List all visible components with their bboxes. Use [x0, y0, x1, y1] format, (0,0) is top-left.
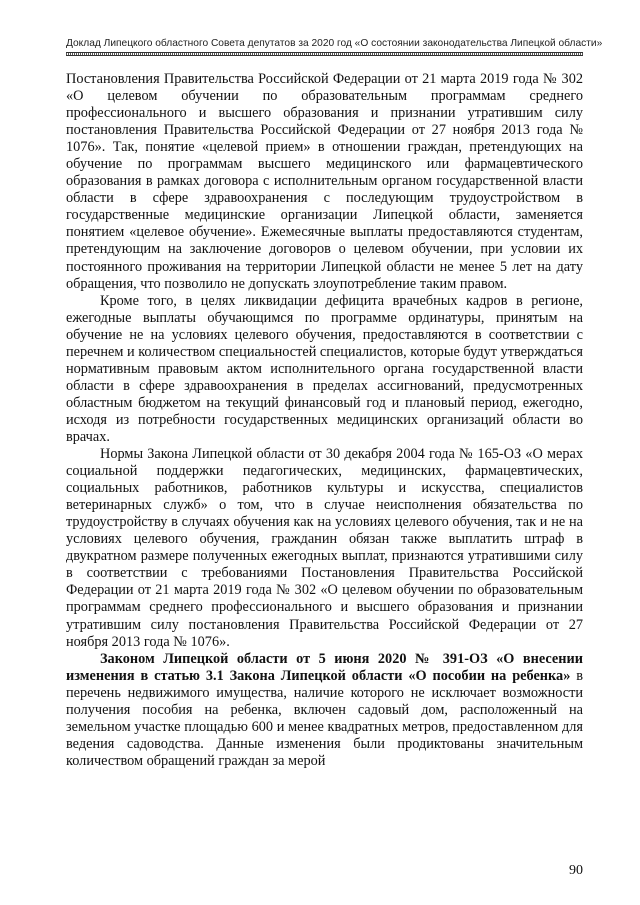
page-number: 90 — [569, 863, 583, 878]
paragraph-text: Постановления Правительства Российской Федерации от 21 марта 2019 года № 302 «О целевом обучении по образовательным программам среднего профессионального и высшего образования и признании утратившим силу постановления Правительства Российской Федерации от 27 ноября 2013 года № 1076». Так, понятие «целевой прием» в отношении граждан, претендующих на обучение по программам высшего медицинского или фармацевтического образования в рамках договора с исполнительным органом государственной власти области в сфере здравоохранения с последующим трудоустройством в государственные медицинские организации Липецкой области, заменяется понятием «целевое обучение». Ежемесячные выплаты предоставляются студентам, претендующим на заключение договоров о целевом обучении, при условии их постоянного проживания на территории Липецкой области не менее 5 лет на дату обращения, что позволило не допускать злоупотребление таким правом. — [66, 71, 583, 292]
paragraph-law-165-oz — [66, 446, 583, 651]
document-body — [66, 71, 583, 770]
header-divider — [66, 52, 583, 56]
paragraph-text: Нормы Закона Липецкой области от 30 декабря 2004 года № 165-ОЗ «О мерах социальной поддержки педагогических, медицинских, фармацевтических, социальных работников, работников культуры и искусства, специалистов ветеринарных служб» о том, что в случае неисполнения обязательства по трудоустройству в случаях обучения как на условиях целевого обучения, так и не на условиях целевого обучения, гражданин обязан также выплатить штраф в двукратном размере полученных ежегодных выплат, признаются утратившими силу в соответствии с требованиями Постановления Правительства Российской Федерации от 21 марта 2019 года № 302 «О целевом обучении по образовательным программам среднего профессионального и высшего образования и признании утратившим силу постановления Правительства Российской Федерации от 27 ноября 2013 года № 1076». — [66, 446, 583, 650]
paragraph-law-391-oz — [66, 651, 583, 770]
paragraph-residency-payments — [66, 293, 583, 446]
paragraph-text: Кроме того, в целях ликвидации дефицита врачебных кадров в регионе, ежегодные выплаты обучающимся по программе ординатуры, принятым на обучение не на условиях целевого обучения, предоставляются в соответствии с перечнем и количеством специальностей специалистов, которые будут утверждаться нормативным правовым актом исполнительного органа государственной власти области в сфере здравоохранения в пределах ассигнований, предусмотренных областным бюджетом на текущий финансовый год и плановый период, ежегодно, исходя из потребности государственных медицинских организаций области во врачах. — [66, 292, 583, 445]
law-title-bold: Законом Липецкой области от 5 июня 2020 № 391-ОЗ «О внесении изменения в статью 3.1 Закона Липецкой области «О пособии на ребенка» — [66, 650, 583, 684]
paragraph-continuation — [66, 71, 583, 293]
running-header: Доклад Липецкого областного Совета депутатов за 2020 год «О состоянии законодательства Липецкой области» — [66, 38, 603, 49]
paragraph-text: в перечень недвижимого имущества, наличие которого не исключает возможности получения пособия на ребенка, включен садовый дом, расположенный на земельном участке площадью 600 и менее квадратных метров, предоставленном для ведения садоводства. Данные изменения были продиктованы значительным количеством обращений граждан за мерой — [66, 667, 583, 769]
